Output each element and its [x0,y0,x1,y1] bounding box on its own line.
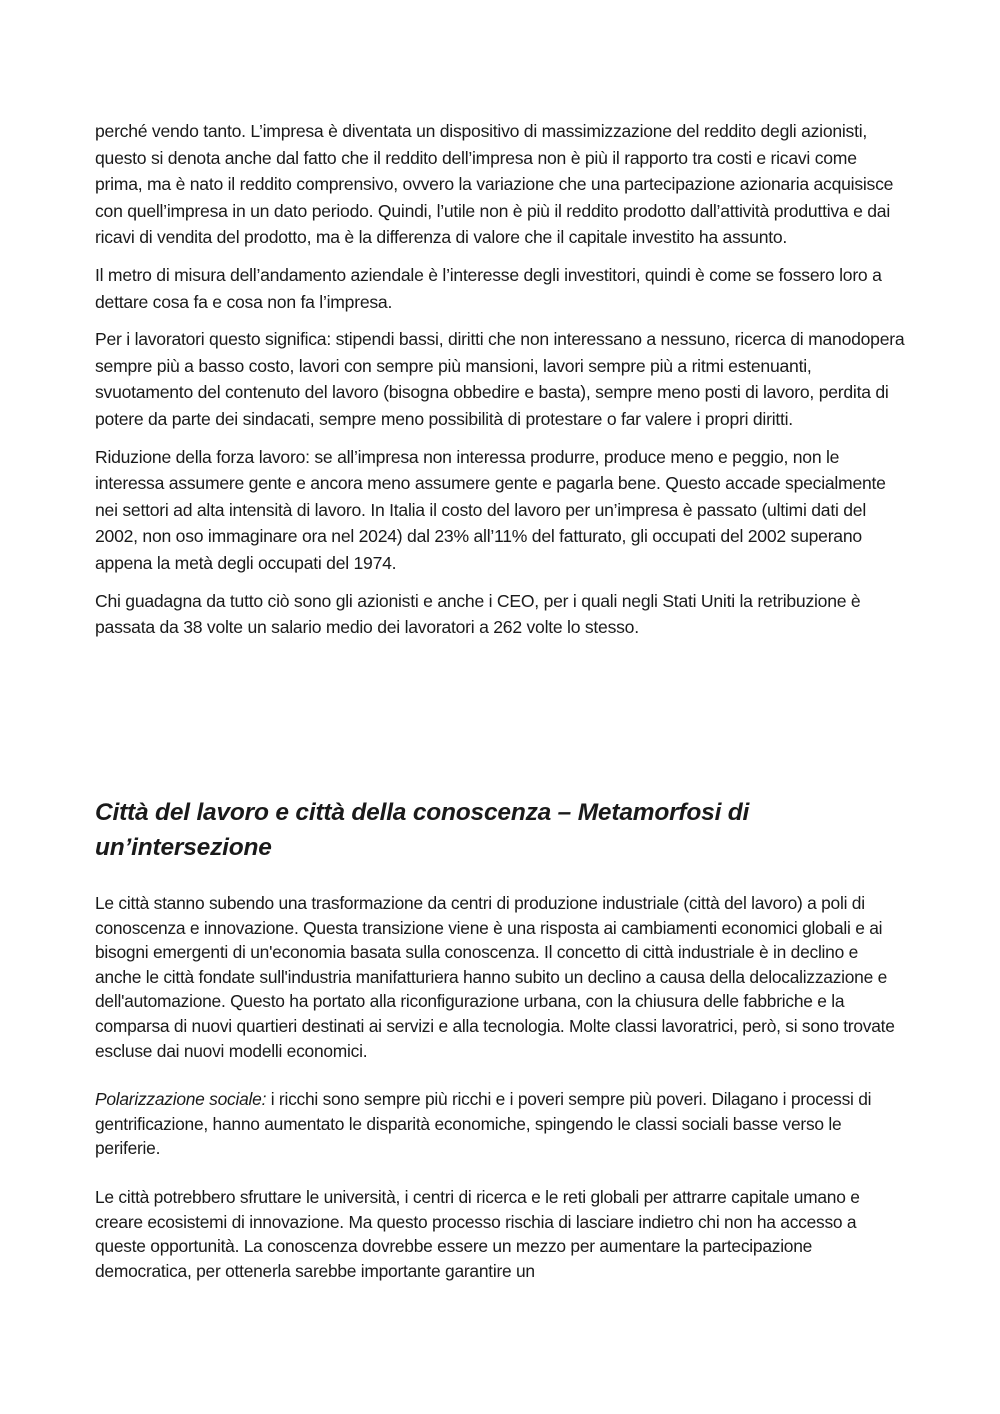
paragraph-spacer [95,1063,907,1087]
polarization-label: Polarizzazione sociale: [95,1089,267,1110]
paragraph-spacer [95,1161,907,1185]
paragraph-workers-consequences: Per i lavoratori questo significa: stipendi bassi, diritti che non interessano a nessuno, ricerca di manodopera sempre più a basso costo, lavori con sempre più mansioni, lavori sempre più a ritmi estenuanti, svuotamento del contenuto del lavoro (bisogna obbedire e basta), sempre meno posti di lavoro, perdita di potere da parte dei sindacati, sempre meno possibilità di protestare o far valere i propri diritti. [95,329,905,429]
section-2-body [95,891,907,1283]
paragraph-ceo-earnings: Chi guadagna da tutto ciò sono gli azionisti e anche i CEO, per i quali negli Stati Uniti la retribuzione è passata da 38 volte un salario medio dei lavoratori a 262 volte lo stesso. [95,590,861,638]
paragraph-shareholder-income: perché vendo tanto. L’impresa è diventata un dispositivo di massimizzazione del reddito degli azionisti, questo si denota anche dal fatto che il reddito dell’impresa non è più il rapporto tra costi e ricavi come prima, ma è nato il reddito comprensivo, ovvero la variazione che una partecipazione azionaria acquisisce con quell’impresa in un dato periodo. Quindi, l’utile non è più il reddito prodotto dall’attività produttiva e dai ricavi di vendita del prodotto, ma è la differenza di valore che il capitale investito ha assunto. [95,121,894,248]
polarization-text: i ricchi sono sempre più ricchi e i poveri sempre più poveri. Dilagano i processi di gentrificazione, hanno aumentato le disparità economiche, spingendo le classi sociali basse verso le periferie. [95,1089,872,1159]
section-heading: Città del lavoro e città della conoscenza – Metamorfosi di un’intersezione [95,799,750,861]
paragraph-workforce-reduction: Riduzione della forza lavoro: se all’impresa non interessa produrre, produce meno e peggio, non le interessa assumere gente e ancora meno assumere gente e pagarla bene. Questo accade specialmente nei settori ad alta intensità di lavoro. In Italia il costo del lavoro per un’impresa è passato (ultimi dati del 2002, non oso immaginare ora nel 2024) dal 23% all’11% del fatturato, gli occupati del 2002 superano appena la metà degli occupati del 1974. [95,446,886,573]
paragraph-knowledge-cities: Le città potrebbero sfruttare le università, i centri di ricerca e le reti globali per attrarre capitale umano e creare ecosistemi di innovazione. Ma questo processo rischia di lasciare indietro chi non ha accesso a queste opportunità. La conoscenza dovrebbe essere un mezzo per aumentare la partecipazione democratica, per ottenerla sarebbe importante garantire un [95,1186,860,1281]
paragraph-investor-interest: Il metro di misura dell’andamento aziendale è l’interesse degli investitori, quindi è come se fossero loro a dettare cosa fa e cosa non fa l’impresa. [95,264,882,312]
section-1-body [95,118,907,652]
paragraph-city-transformation: Le città stanno subendo una trasformazione da centri di produzione industriale (città del lavoro) a poli di conoscenza e innovazione. Questa transizione viene è una risposta ai cambiamenti economici globali e ai bisogni emergenti di un'economia basata sulla conoscenza. Il concetto di città industriale è in declino e anche le città fondate sull'industria manifatturiera hanno subito un declino a causa della delocalizzazione e dell'automazione. Questo ha portato alla riconfigurazione urbana, con la chiusura delle fabbriche e la comparsa di nuovi quartieri destinati ai servizi e alla tecnologia. Molte classi lavoratrici, però, si sono trovate escluse dai nuovi modelli economici. [95,893,895,1061]
paragraph-social-polarization [95,1087,907,1161]
